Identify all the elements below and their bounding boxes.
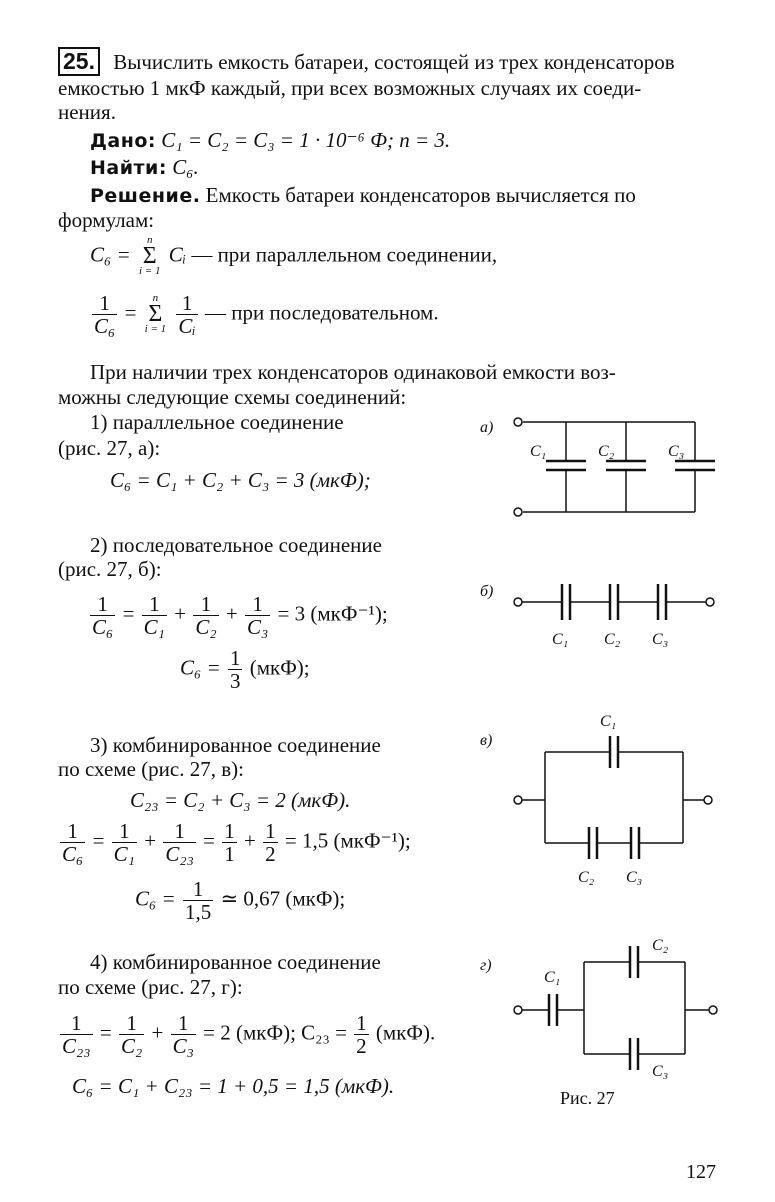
page-number: 127: [686, 1161, 716, 1183]
label-c1: C₁: [544, 969, 561, 986]
problem-line-1: Вычислить емкость батареи, состоящей из трех конденсаторов: [113, 50, 675, 74]
circuit-a: [514, 418, 715, 516]
case4-formula-1: $\frac{1}{\text{C₂₃}}$ = $\frac{1}{\text{C₂}}$ + $\frac{1}{\text{C₃}}$ = 2 (мкФ); C₂₃ = $\frac{1}{2}$ (мкФ).: [62, 1011, 436, 1059]
fraction: $\frac{1}{\text{Cᵢ}}$: [178, 291, 196, 339]
solution-line-2: формулам:: [58, 208, 155, 232]
capacitor-c1: [546, 422, 586, 512]
label-c1: C₁: [530, 443, 547, 460]
case2-formula-1: $\frac{1}{\text{C₆}}$ = $\frac{1}{\text{C₁}}$ + $\frac{1}{\text{C₂}}$ + $\frac{1}{\text{C₃}}$ = 3 (мкФ⁻¹);: [92, 592, 388, 640]
problem-line-2: емкостью 1 мкФ каждый, при всех возможных случаях их соеди-: [58, 76, 642, 100]
case1-line-1: 1) параллельное соединение: [90, 410, 344, 434]
case1-formula: C₆ = C₁ + C₂ + C₃ = 3 (мкФ);: [110, 468, 371, 492]
figure-label-a: а): [480, 419, 494, 436]
case3-line-2: по схеме (рис. 27, в):: [58, 757, 244, 781]
case4-line-1: 4) комбинированное соединение: [90, 950, 381, 974]
fraction: $\frac{1}{\text{C₆}}$: [94, 291, 116, 339]
figure-label-g: г): [480, 957, 492, 974]
fraction: $\frac{1}{2}$: [356, 1011, 367, 1059]
case2-line-2: (рис. 27, б):: [58, 557, 162, 581]
given-text: C₁ = C₂ = C₃ = 1 · 10⁻⁶ Ф; n = 3.: [161, 128, 451, 152]
fraction: $\frac{1}{\text{C₃}}$: [246, 592, 269, 640]
find-label: Найти:: [90, 157, 167, 179]
intro-line-2: можны следующие схемы соединений:: [58, 385, 407, 409]
label-c3: C₃: [626, 869, 643, 886]
figure-caption: Рис. 27: [560, 1088, 615, 1108]
solution-text-1: Емкость батареи конденсаторов вычисляется по: [205, 183, 636, 207]
case2-line-1: 2) последовательное соединение: [90, 533, 382, 557]
case4-line-2: по схеме (рис. 27, г):: [58, 975, 243, 999]
given-label: Дано:: [90, 130, 157, 152]
case4-formula-2: C₆ = C₁ + C₂₃ = 1 + 0,5 = 1,5 (мкФ).: [72, 1074, 395, 1098]
label-c2: C₂: [652, 937, 669, 954]
label-c1: C₁: [552, 631, 569, 648]
problem-number: 25.: [58, 47, 100, 76]
fraction: $\frac{1}{\text{C₆}}$: [62, 819, 84, 867]
terminal: [514, 1006, 522, 1014]
fraction: $\frac{1}{\text{C₁}}$: [143, 592, 165, 640]
terminal: [514, 598, 522, 606]
fraction: $\frac{1}{\text{C₂₃}}$: [165, 819, 194, 867]
case2-formula-2: C₆ = $\frac{1}{3}$ (мкФ);: [180, 646, 310, 694]
formula-series-text: — при последовательном.: [204, 300, 439, 325]
figure-label-b: б): [480, 583, 494, 600]
solution-label: Решение.: [90, 185, 201, 207]
label-c1: C₁: [600, 713, 617, 730]
label-c2: C₂: [598, 443, 615, 460]
fraction: $\frac{1}{\text{C₂₃}}$: [62, 1011, 91, 1059]
circuit-v: [514, 713, 712, 886]
case3-formula-1: C₂₃ = C₂ + C₃ = 2 (мкФ).: [130, 788, 351, 812]
label-c3: C₃: [652, 631, 669, 648]
capacitor-c2: [606, 422, 646, 512]
terminal: [514, 508, 522, 516]
fraction: $\frac{1}{\text{C₆}}$: [92, 592, 114, 640]
formula-parallel-term: Cᵢ: [168, 242, 187, 267]
label-c3: C₃: [668, 443, 685, 460]
capacitor-c3: [675, 422, 715, 512]
terminal: [514, 796, 522, 804]
find-text: C₆.: [172, 155, 199, 179]
fraction: $\frac{1}{\text{C₃}}$: [172, 1011, 194, 1059]
problem-line-3: нения.: [58, 100, 116, 124]
intro-line-1: При наличии трех конденсаторов одинаковой емкости воз-: [90, 360, 616, 384]
fraction: $\frac{1}{3}$: [229, 646, 241, 694]
label-c2: C₂: [604, 631, 621, 648]
terminal: [514, 418, 522, 426]
terminal: [704, 796, 712, 804]
fraction: $\frac{1}{1,5}$: [184, 877, 212, 925]
fraction: $\frac{1}{\text{C₁}}$: [113, 819, 135, 867]
fraction: $\frac{1}{1}$: [224, 819, 235, 867]
fraction: $\frac{1}{2}$: [265, 819, 276, 867]
terminal: [706, 598, 714, 606]
terminal: [709, 1006, 717, 1014]
label-c2: C₂: [578, 869, 595, 886]
case1-line-2: (рис. 27, а):: [58, 436, 161, 460]
case3-line-1: 3) комбинированное соединение: [90, 733, 381, 757]
sum-symbol: n Σ i = 1: [144, 291, 167, 336]
fraction: $\frac{1}{\text{C₂}}$: [120, 1011, 143, 1059]
label-c3: C₃: [652, 1063, 669, 1080]
formula-parallel-lhs: C₆ =: [90, 242, 131, 267]
circuit-g: [514, 937, 717, 1080]
case3-formula-3: C₆ = $\frac{1}{1,5}$ ≃ 0,67 (мкФ);: [135, 877, 346, 925]
figure-label-v: в): [480, 732, 493, 749]
case3-formula-2: $\frac{1}{\text{C₆}}$ = $\frac{1}{\text{C₁}}$ + $\frac{1}{\text{C₂₃}}$ = $\frac{1}{1}$ + $\frac{1}{2}$ = 1,5 (мкФ⁻¹);: [62, 819, 411, 867]
fraction: $\frac{1}{\text{C₂}}$: [195, 592, 217, 640]
formula-parallel-text: — при параллельном соединении,: [191, 242, 498, 267]
circuit-b: [514, 584, 714, 648]
formula-series: $\frac{1}{\text{C₆}}$ = n Σ i = 1 $\frac{1}{\text{Cᵢ}}$ — при последовательном.: [94, 291, 439, 339]
sum-symbol: n Σ i = 1: [138, 234, 161, 278]
